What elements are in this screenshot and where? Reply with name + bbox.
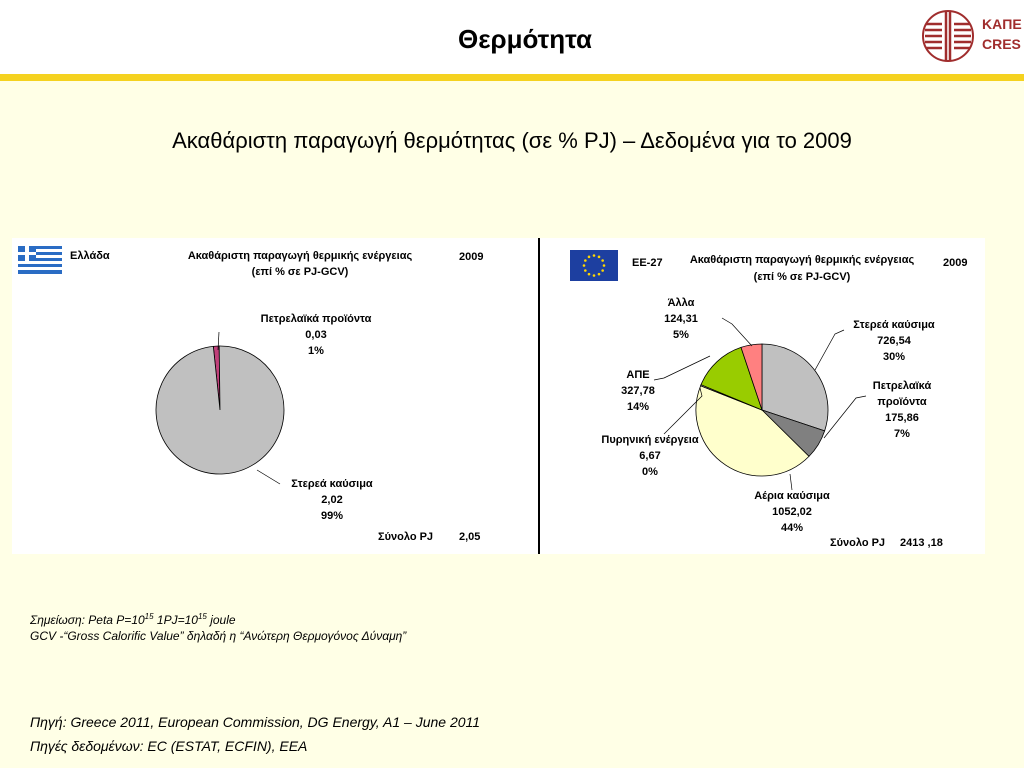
greece-year: 2009: [459, 251, 484, 263]
eu-slice-pct-renewables: 14%: [626, 401, 650, 413]
eu-flag: [570, 250, 618, 281]
greece-total-value: 2,05: [459, 531, 481, 543]
greece-slice-pct-petroleum: 1%: [308, 345, 324, 357]
eu-slice-pct-other: 5%: [673, 329, 689, 341]
eu-flag-star: [598, 273, 601, 276]
eu-slice-value-petroleum: 175,86: [885, 412, 919, 424]
eu-slice-value-renewables: 327,78: [621, 385, 655, 397]
greece-flag: [18, 246, 62, 274]
eu-chart-title: Ακαθάριστη παραγωγή θερμικής ενέργειας: [689, 254, 915, 266]
accent-bar: [0, 74, 1024, 81]
eu-chart-subtitle: (επί % σε PJ-GCV): [753, 271, 851, 283]
eu-slice-label-petroleum-2: προϊόντα: [877, 396, 927, 408]
eu-slice-value-gas: 1052,02: [772, 506, 812, 518]
eu-slice-value-solid: 726,54: [877, 335, 911, 347]
greece-chart-title: Ακαθάριστη παραγωγή θερμικής ενέργειας: [187, 250, 413, 262]
greece-slice-value-solid: 2,02: [321, 494, 343, 506]
eu-slice-pct-nuclear: 0%: [642, 466, 658, 478]
eu-region-label: ΕΕ-27: [632, 257, 663, 269]
eu-slice-value-nuclear: 6,67: [639, 450, 661, 462]
eu-flag-star: [588, 273, 591, 276]
eu-flag-star: [584, 259, 587, 262]
source-line: Πηγή: Greece 2011, European Commission, DG Energy, A1 – June 2011: [30, 714, 481, 730]
eu-year: 2009: [943, 257, 968, 269]
eu-chart: [540, 238, 985, 554]
eu-slice-value-other: 124,31: [664, 313, 698, 325]
logo-text-kape: ΚΑΠΕ: [982, 16, 1022, 32]
eu-flag-star: [593, 254, 596, 257]
eu-slice-label-solid: Στερεά καύσιμα: [853, 319, 935, 331]
eu-total-label: Σύνολο PJ: [830, 537, 886, 549]
slide-subtitle: Ακαθάριστη παραγωγή θερμότητας (σε % PJ) – Δεδομένα για το 2009: [172, 128, 852, 153]
cres-logo: [920, 8, 1024, 64]
eu-flag-star: [583, 264, 586, 267]
data-sources-line: Πηγές δεδομένων: EC (ESTAT, ECFIN), EEA: [30, 738, 308, 754]
eu-flag-star: [593, 274, 596, 277]
greece-chart-panel: [12, 238, 538, 554]
eu-slice-label-other: Άλλα: [667, 297, 695, 309]
eu-total-value: 2413 ,18: [900, 537, 943, 549]
header-bar: [0, 0, 1024, 74]
greece-slice-value-petroleum: 0,03: [305, 329, 327, 341]
eu-flag-star: [601, 269, 604, 272]
eu-flag-star: [603, 264, 606, 267]
note-gcv: GCV -“Gross Calorific Value” δηλαδή η “Ανώτερη Θερμογόνος Δύναμη”: [30, 629, 407, 643]
greece-total-label: Σύνολο PJ: [378, 531, 434, 543]
eu-flag-star: [588, 256, 591, 259]
eu-flag-star: [598, 256, 601, 259]
eu-flag-star: [584, 269, 587, 272]
cres-logo-icon: [920, 8, 976, 64]
eu-slice-pct-gas: 44%: [780, 522, 804, 534]
eu-slice-pct-solid: 30%: [882, 351, 906, 363]
greece-chart-subtitle: (επί % σε PJ-GCV): [251, 266, 349, 278]
eu-flag-star: [601, 259, 604, 262]
note-units: Σημείωση: Peta $P=10^{15}$ $1PJ=10^{15}$ joule: [30, 612, 236, 627]
eu-slice-label-renewables: ΑΠΕ: [626, 369, 650, 381]
greece-slice-label-petroleum: Πετρελαϊκά προϊόντα: [260, 313, 372, 325]
page-title: Θερμότητα: [457, 24, 593, 54]
eu-slice-label-gas: Αέρια καύσιμα: [754, 490, 830, 502]
logo-text-cres: CRES: [982, 36, 1021, 52]
greece-region-label: Ελλάδα: [70, 250, 110, 262]
greece-slice-label-solid: Στερεά καύσιμα: [291, 478, 373, 490]
eu-chart-panel: [540, 238, 985, 554]
eu-slice-pct-petroleum: 7%: [894, 428, 910, 440]
eu-slice-label-nuclear: Πυρηνική ενέργεια: [601, 434, 699, 446]
eu-slice-label-petroleum-1: Πετρελαϊκά: [872, 380, 932, 392]
greece-slice-pct-solid: 99%: [320, 510, 344, 522]
greece-chart: [12, 238, 538, 554]
greece-pie-slice-0: [156, 346, 284, 474]
